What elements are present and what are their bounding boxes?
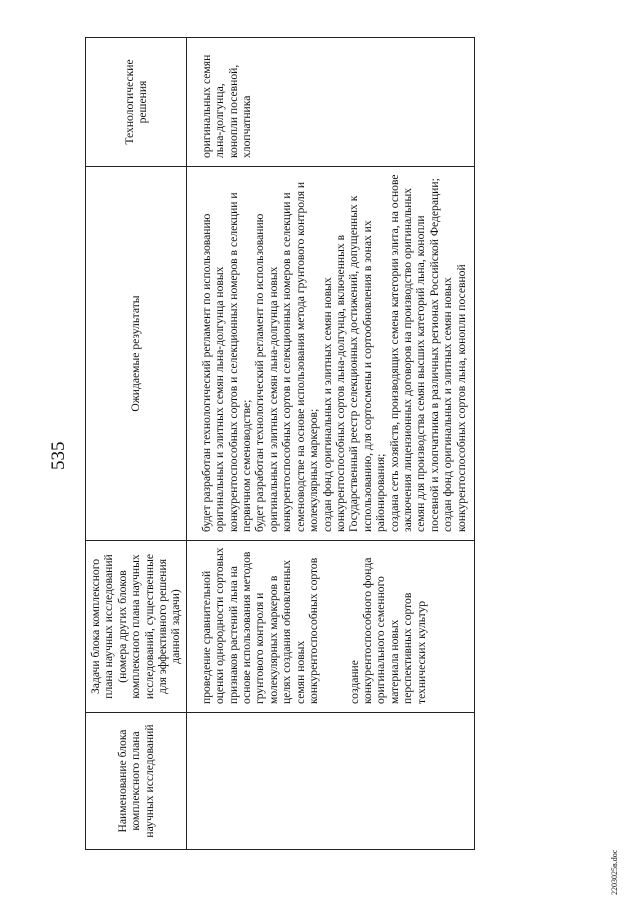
result-item: будет разработан технологический регламент по использованию оригинальных и элитных семян льна-долгунца новых конкурентоспособных сортов и селекционных номеров в селекции и первичном семеноводстве; (199, 192, 254, 532)
table-header-row (86, 38, 187, 850)
cell-tech-solutions: оригинальных семян льна-долгунца, конопли посевной, хлопчатника (194, 38, 475, 167)
cell-results (194, 167, 475, 541)
cell-tasks (194, 541, 475, 713)
header-expected-results: Ожидаемые результаты (86, 167, 187, 541)
result-item: создан фонд оригинальных и элитных семян новых конкурентоспособных сортов льна, конопли посевной (441, 264, 468, 532)
table-gap-row (186, 38, 194, 850)
cell-block-name (194, 713, 475, 850)
page-number: 535 (48, 441, 69, 470)
table-row (194, 38, 475, 850)
research-plan-table (85, 37, 475, 850)
result-item: создана сеть хозяйств, производящих семена категории элита, на основе заключения лицензионных договоров на производство оригинальных семян для производства семян высших категорий льна, конопли посевной и хлопчатника в различных регионах Российской Федерации; (387, 174, 441, 532)
header-block-tasks: Задачи блока комплексного плана научных исследований (номера других блоков комплексного плана научных исследований, существенные для эффективного решения данной задачи) (86, 541, 187, 713)
task-item: проведение сравнительной оценки однородности сортовых признаков растений льна на основе использования методов грунтового контроля и молекулярных маркеров в целях создания обновленных семян новых конкурентоспособных сортов (199, 547, 321, 704)
result-item: будет разработан технологический регламент по использованию оригинальных и элитных семян льна-долгунца новых конкурентоспособных сортов и селекционных номеров в селекции и семеноводстве на основе использования метода грунтового контроля и молекулярных маркеров; (253, 181, 321, 532)
header-tech-solutions: Технологические решения (86, 38, 187, 167)
header-block-name: Наименование блока комплексного плана научных исследований (86, 713, 187, 850)
task-item: создание конкурентоспособного фонда оригинального семенного материала новых перспективных сортов технических культур (347, 557, 428, 704)
result-item: создан фонд оригинальных и элитных семян новых конкурентоспособных сортов льна-долгунца, включенных в Государственный реестр селекционных достижений, допущенных к использованию, для сортосмены и сортообновления в зонах их районирования; (320, 195, 388, 532)
file-label: 2203025в.doc (610, 849, 619, 895)
